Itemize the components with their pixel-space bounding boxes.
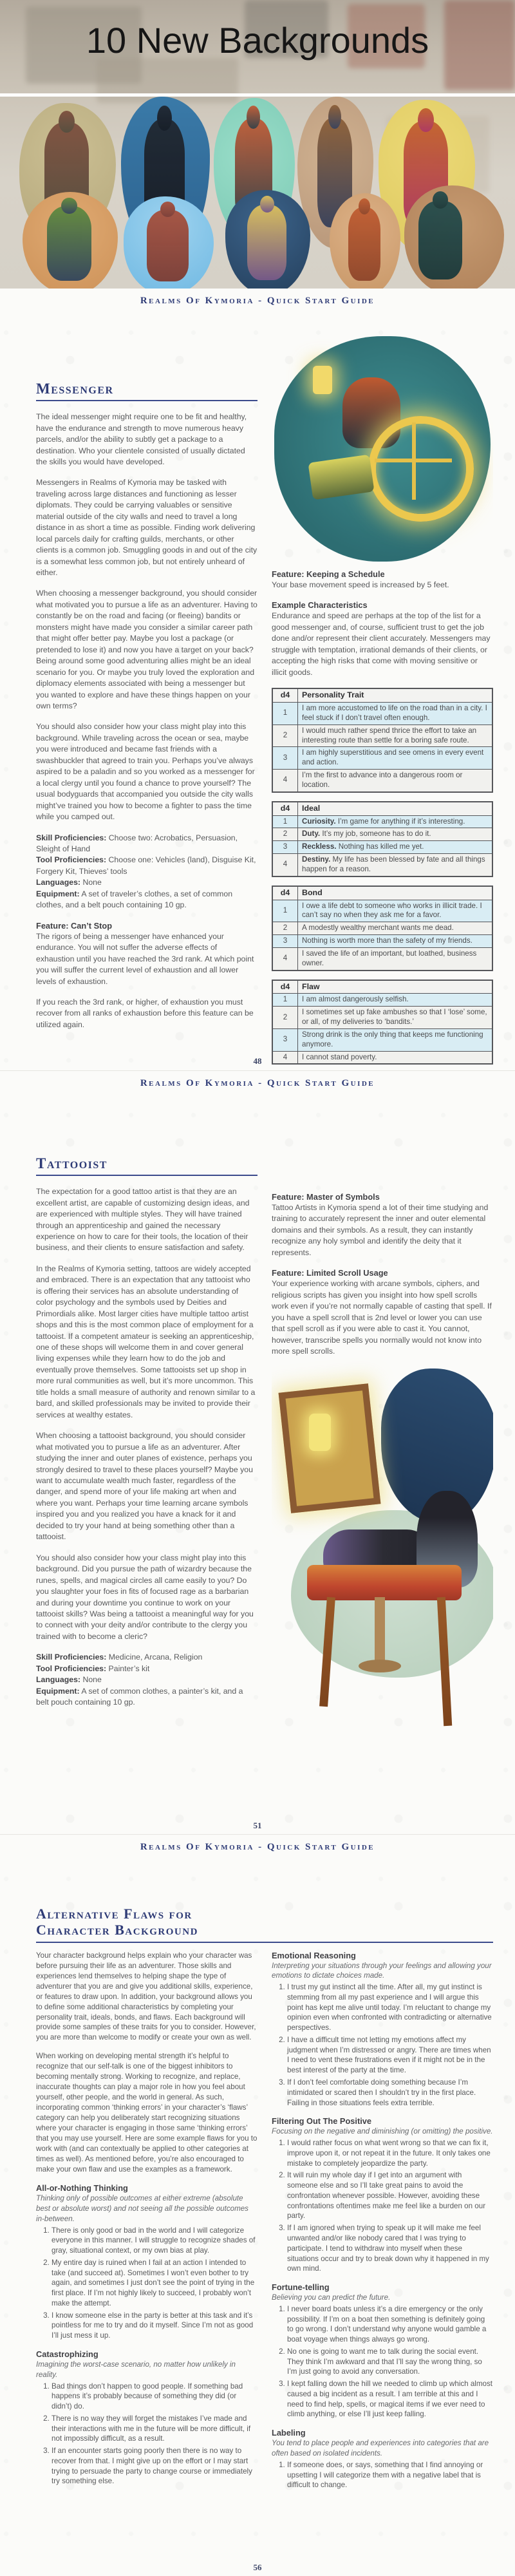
page-number: 48 [253, 1056, 262, 1066]
tattooist-right-column [272, 1192, 493, 1836]
feature-title: Feature: Limited Scroll Usage [272, 1268, 388, 1278]
table-header-row: d4 Ideal [272, 802, 492, 815]
flaw-definition: Focusing on the negative and diminishing (or omitting) the positive. [272, 2127, 493, 2136]
running-header: Realms Of Kymoria - Quick Start Guide [140, 296, 375, 306]
section-title-tattooist: Tattooist [36, 1156, 108, 1171]
feature-text: If you reach the 3rd rank, or higher, of exhaustion you must recover from all ranks of exhaustion before this feature can be utilized again. [36, 997, 254, 1029]
flaws-heading-block [0, 1906, 515, 1943]
document-title: 10 New Backgrounds [86, 20, 429, 61]
bond-table [272, 886, 493, 971]
table-row: 3 I am highly superstitious and see omens in every event and action. [272, 747, 492, 770]
flaw-example: 3. If I am ignored when trying to speak up it will make me feel unwanted and/or like nobody cared that I was trying to participate. I tend to withdraw into myself when these situations occur and try to break down why it happened in my own mind. [287, 2223, 493, 2274]
character-figure [247, 205, 286, 280]
proficiency-line: Equipment: A set of traveler’s clothes, a set of common clothes, and a belt pouch containing 10 gp. [36, 889, 233, 910]
flaw-example: 3. If an encounter starts going poorly then there is no way to recover from that. I might give up on the effort or I may start trying to persuade the party to change course or immediately try something else. [52, 2446, 258, 2486]
flaw-section-title: Emotional Reasoning [272, 1950, 356, 1960]
table-row: 3 Reckless. Nothing has killed me yet. [272, 841, 492, 854]
section-title-messenger: Messenger [36, 381, 114, 397]
table-row: 2 I would much rather spend thrice the effort to take an interesting route than settle for a boring safe route. [272, 724, 492, 747]
paragraph: When choosing a tattooist background, you should consider what motivated you to pursue a life as an adventurer. After studying the inner and outer planes of existence, perhaps you strongly desired to travel to these places yourself? Maybe you want to accumulate wealth much faster, regardless of the danger, and spend more of your life making art when and where you want. Perhaps your time learning arcane symbols inspired you and you realized you have a knack for it and decided to try your hand at being something other than a tattooist. [36, 1431, 253, 1542]
character-figure [418, 201, 462, 279]
flaw-examples-list [272, 2138, 493, 2274]
flaw-example: 1. I never board boats unless it’s a dire emergency or the only possibility. If I’m on a boat then something is definitely going to go wrong. I don’t understand why anyone would gamble a boat voyage when things always go wrong. [287, 2304, 493, 2345]
page-number: 51 [253, 1821, 262, 1830]
stool-pedestal [375, 1597, 385, 1665]
banner-divider [0, 93, 515, 97]
messenger-right-column [272, 332, 493, 1079]
paragraph: When choosing a messenger background, you should consider what motivated you to pursue a life as an adventurer. Having to constantly be on the road and facing (or fleeing) bandits or monsters might have made you consider a similar career path that might offer better pay. Maybe you lost a package (or pretended to lose it) and now you have a target on your back? Being around some good adventuring allies might be an ideal scenario for you. Or maybe you truly loved the exploration and diplomacy elements associated with being a messenger but you wanted to explore and have these things happen on your own terms? [36, 589, 258, 711]
feature-text: Your experience working with arcane symbols, ciphers, and religious scripts has given you insight into how spell scrolls work even if you’re not normally capable of casting that spell. If you have a spell scroll that is 2nd level or lower you can use that spell scroll as if you were able to cast it. You cannot, however, transcribe spells you normally would not know into more spell scrolls. [272, 1279, 492, 1356]
feature-text: Your base movement speed is increased by 5 feet. [272, 580, 449, 589]
paragraph: In the Realms of Kymoria setting, tattoos are widely accepted and embraced. There is an expectation that any tattooist who is offering their services has an absolute understanding of color psychology and the symbols used by Deities and Primordials alike. Most larger cities have multiple tattoo artist shops and this is the most common place of employment for a tattooist. If a competent amateur is seeking an apprenticeship, one of these shops will welcome them in and cover general living expenses while they learn how to do the job and eventually prove themselves. Some tattooists set up shop in more rural communities as well, but it’s more uncommon. This title holds a small measure of authority and renown similar to a bard, and skilled professionals may be invited to provide their services at wealthy estates. [36, 1264, 256, 1419]
feature-title: Feature: Keeping a Schedule [272, 569, 385, 579]
character-figure [348, 207, 381, 281]
flaw-section-title: Catastrophizing [36, 2349, 98, 2359]
flaw-example: 2. It will ruin my whole day if I get into an argument with someone else and so I’ll take great pains to avoid the confrontation whenever possible. However, avoiding these confrontations oftentimes make me feel like a burden on our party. [287, 2170, 493, 2221]
page-tattooist [0, 1070, 515, 1835]
flaw-example: 3. I kept falling down the hill we needed to climb up which almost caused a big incident as a result. I am terrible at this and I need to find help, spells, or magical items if we ever need to climb anything, or else I’ll just keep falling. [287, 2379, 493, 2420]
table-header-row: d4 Flaw [272, 980, 492, 994]
flaw-example: 2. There is no way they will forget the mistakes I’ve made and their interactions with me in the future will be more difficult, if not impossibly difficult, as a result. [52, 2414, 258, 2444]
flaw-example: 1. I would rather focus on what went wrong so that we can fix it, improve upon it, or not repeat it in the future. It only takes one mistake to completely jeopardize the party. [287, 2138, 493, 2168]
proficiency-block [36, 1652, 258, 1708]
flaw-definition: Believing you can predict the future. [272, 2293, 391, 2302]
feature-title: Feature: Master of Symbols [272, 1192, 380, 1202]
flaw-example: 1. There is only good or bad in the world and I will categorize everyone in this manner. I will struggle to recognize shades of gray, situational context, or my own bias at play. [52, 2226, 258, 2256]
flaw-section-catastrophizing [36, 2349, 258, 2486]
flaw-definition: Interpreting your situations through your feelings and allowing your emotions to dictate choices made. [272, 1961, 492, 1980]
character-art-alchemist [23, 192, 118, 289]
tattooist-illustration [272, 1368, 493, 1755]
flaw-examples-list [272, 1982, 493, 2108]
flaw-examples-list [272, 2304, 493, 2420]
flaw-definition: Thinking only of possible outcomes at either extreme (absolute best or absolute worst) and not seeing all the possible outcomes in-between. [36, 2194, 248, 2223]
character-art-couch-pair [330, 193, 400, 289]
table-row: 3 Strong drink is the only thing that keeps me functioning anymore. [272, 1028, 492, 1051]
proficiency-line: Languages: None [36, 1675, 102, 1685]
table-row: 4 Destiny. My life has been blessed by fate and all things happen for a reason. [272, 854, 492, 876]
paragraph: The expectation for a good tattoo artist is that they are an excellent artist, are capable of customizing design ideas, and are experienced with multiple styles. They will have trained through an apprenticeship and gained the necessary experience on how to care for their tools, the location of their business, and their clients to ensure satisfaction and safety. [36, 1187, 250, 1253]
proficiency-block [36, 833, 258, 911]
bench-seat [307, 1565, 462, 1600]
flaw-example: 1. Bad things don’t happen to good people. If something bad happens it’s probably because of something they did (or didn’t) do. [52, 2382, 258, 2412]
flaw-table [272, 980, 493, 1065]
page-number: 56 [253, 2562, 262, 2572]
character-art-candle-mage [225, 190, 310, 289]
paragraph: Your character background helps explain who your character was before pursuing their life as an adventurer. Those skills and experiences lend themselves to helping shape the type of adventurer that you are and give you additional skills, experience, or features to draw upon. In addition, your background allows you to define some additional characteristics by completing your personality trait, ideals, bonds, and flaws. Each background will provide some samples of these traits for you to consider. However, you are more than welcome to modify or create your own as well. [36, 1951, 256, 2042]
lantern-icon [309, 1414, 331, 1451]
flaw-example: 3. I know someone else in the party is better at this task and it’s pointless for me to try and do it myself. Since I’m not as good I’ll just mess it up. [52, 2311, 258, 2341]
table-header-row: d4 Bond [272, 886, 492, 900]
flaw-examples-list [272, 2460, 493, 2490]
running-header: Realms Of Kymoria - Quick Start Guide [140, 1842, 375, 1852]
flaw-section-fortune-telling [272, 2282, 493, 2420]
flaw-section-all-or-nothing [36, 2183, 258, 2341]
table-row: 1 I am more accustomed to life on the road than in a city. I feel stuck if I don’t travel often enough. [272, 703, 492, 725]
character-art-teacher [404, 185, 504, 289]
flaw-example: 2. No one is going to want me to talk during the social event. They think I’m awkward and that I’ll say the wrong thing, so I’m just going to avoid any conversation. [287, 2347, 493, 2377]
character-art-farmer [124, 196, 214, 289]
subheading-example-characteristics: Example Characteristics [272, 600, 368, 611]
proficiency-line: Tool Proficiencies: Painter’s kit [36, 1663, 150, 1673]
proficiency-line: Equipment: A set of common clothes, a painter’s kit, and a belt pouch containing 10 gp. [36, 1686, 243, 1707]
proficiency-line: Skill Proficiencies: Medicine, Arcana, Religion [36, 1653, 203, 1662]
section-title-alternative-flaws: Alternative Flaws for Character Background [36, 1906, 198, 1938]
character-figure [47, 206, 91, 280]
feature-text: Tattoo Artists in Kymoria spend a lot of their time studying and training to accurately represent the inner and outer elemental domains and their symbols. As a result, they can instantly recognize any holy symbol and identify the deity that it represents. [272, 1203, 489, 1257]
page-messenger [0, 289, 515, 1070]
flaw-section-labeling [272, 2428, 493, 2490]
paragraph: The ideal messenger might require one to be fit and healthy, have the endurance and strength to move numerous heavy parcels, and/or the ability to subtly get a package to a destination. Who your clientele consisted of usually dictated the skills you would have developed. [36, 412, 247, 466]
title-banner [0, 0, 515, 289]
lantern-icon [313, 366, 332, 394]
flaw-definition: Imagining the worst-case scenario, no matter how unlikely in reality. [36, 2360, 236, 2379]
section-title-rule [36, 400, 258, 401]
flaw-definition: You tend to place people and experiences into categories that are often based on isolated incidents. [272, 2439, 489, 2458]
messenger-left-column [36, 381, 258, 1064]
table-row: 3 Nothing is worth more than the safety of my friends. [272, 935, 492, 948]
table-row: 1 Curiosity. I’m game for anything if it’s interesting. [272, 815, 492, 828]
flaw-examples-list [36, 2382, 258, 2487]
example-characteristics-text: Endurance and speed are perhaps at the top of the list for a good messenger and, of course, sufficient trust to get the job done and/or represent their client accurately. Messengers may struggle with temptation, irrational demands of their clients, or accepting the high risks that come with moving sensitive or illicit goods. [272, 611, 491, 677]
table-row: 4 I cannot stand poverty. [272, 1051, 492, 1064]
flaws-right-column [272, 1951, 493, 2538]
table-row: 1 I owe a life debt to someone who works in illicit trade. I can’t say no when they ask me for a favor. [272, 900, 492, 922]
flaw-example: 1. I trust my gut instinct all the time. After all, my gut instinct is stemming from all my past experience and I will argue this point has kept me alive until today. I’m reluctant to change my opinion even when confronted with contradicting or alternative perspectives. [287, 1982, 493, 2033]
flaw-section-title: Filtering Out The Positive [272, 2116, 371, 2126]
paragraph: You should also consider how your class might play into this background. While traveling across the ocean or sea, maybe you were introduced and became fast friends with a swashbuckler that agreed to train you. Perhaps you’ve always aspired to be a paladin and so you worked as a messenger for a local clergy until you found a chance to prove yourself? The usual bodyguards that accompanied you outside the city walls might’ve trained you how to become a fighter to pass the time while you camped out. [36, 722, 255, 822]
proficiency-line: Skill Proficiencies: Choose two: Acrobatics, Persuasion, Sleight of Hand [36, 833, 238, 853]
section-title-rule [36, 1175, 258, 1176]
flaws-left-column [36, 1951, 258, 2538]
running-header: Realms Of Kymoria - Quick Start Guide [140, 1078, 375, 1088]
flaw-section-title: Fortune-telling [272, 2282, 330, 2293]
flaw-section-emotional-reasoning [272, 1951, 493, 2108]
flaw-section-title: Labeling [272, 2428, 306, 2438]
flaw-example: 2. My entire day is ruined when I fail at an action I intended to take (and succeed at). Sometimes I won’t even bother to try again, and sometimes I just don’t see the point of trying in the first place. If I’m not highly likely to succeed, I probably won’t make the attempt. [52, 2258, 258, 2309]
table-row: 2 A modestly wealthy merchant wants me dead. [272, 922, 492, 935]
table-row: 2 I sometimes set up fake ambushes so that I ‘lose’ some, or all, of my deliveries to ‘bandits.’ [272, 1007, 492, 1029]
wheel-spoke [375, 459, 452, 462]
table-row: 2 Duty. It’s my job, someone has to do it. [272, 828, 492, 841]
personality-trait-table [272, 688, 493, 793]
page-alternative-flaws [0, 1834, 515, 2576]
table-row: 4 I’m the first to advance into a dangerous room or location. [272, 770, 492, 792]
table-row: 4 I saved the life of an important, but loathed, business owner. [272, 947, 492, 970]
flaw-example: 1. If someone does, or says, something that I find annoying or upsetting I will categorize them with a negative label that is difficult to change. [287, 2460, 493, 2490]
flaw-section-title: All-or-Nothing Thinking [36, 2183, 128, 2193]
proficiency-line: Tool Proficiencies: Choose one: Vehicles (land), Disguise Kit, Forgery Kit, Thieves’ tools [36, 855, 256, 876]
flaw-example: 3. If I don’t feel comfortable doing something because I’m intimidated or scared then I shouldn’t try in the first place. Failing in those situations feels extra terrible. [287, 2078, 493, 2108]
table-header-row: d4 Personality Trait [272, 688, 492, 702]
paragraph: You should also consider how your class might play into this background. Did you pursue the path of wizardry because the runes, spells, and magical circles all came easily to you? Do you slaughter your foes in fits of focused rage as a barbarian and during your downtime you continue to work on your tattooist skills? Was being a tattooist a meaningful way for you to connect with your deity and/or contribute to the clergy you trained with to become a cleric? [36, 1553, 254, 1641]
table-row: 1 I am almost dangerously selfish. [272, 994, 492, 1007]
feature-text: The rigors of being a messenger have enhanced your endurance. You will not suffer the adverse effects of exhaustion until you have reached the 3rd rank. At which point you will suffer the current level of exhaustion and all lower levels of exhaustion. [36, 931, 254, 986]
messenger-illustration [272, 332, 493, 569]
flaw-section-filtering-positive [272, 2116, 493, 2274]
paragraph: Messengers in Realms of Kymoria may be tasked with traveling across large distances and functioning as lesser diplomats. They could be carrying valuables or sensitive material outside of the city walls and need to travel a long distance in as short a time as possible. Finding work delivering local parcels daily for crafting guilds, merchants, or other clients is a common job. Smuggling goods in and out of the city is a somewhat less common job, but not entirely unheard of either. [36, 478, 258, 578]
glowing-wheel [368, 416, 474, 522]
proficiency-line: Languages: None [36, 878, 102, 887]
section-title-rule [36, 1942, 493, 1943]
paragraph: When working on developing mental strength it’s helpful to recognize that our self-talk is one of the biggest inhibitors to becoming mentally strong. Working to recognize, and replace, inaccurate thoughts can play a major role in how you feel about yourself, other people, and the world in general. As such, incorporating common ‘thinking errors’ in your character’s ‘flaws’ category can help you deliberately start recognizing situations where your character is engaging in those same ‘thinking errors’ that you may use yourself. Here are some example flaws for you to work with (and can contextually be applied to other categories at times as well). As mentioned before, you’re also encouraged to make your own flaw and use the examples as a framework. [36, 2052, 258, 2174]
ideal-table [272, 801, 493, 877]
feature-title: Feature: Can’t Stop [36, 920, 113, 931]
character-figure [147, 210, 188, 281]
flaw-examples-list [36, 2226, 258, 2341]
flaw-example: 2. I have a difficult time not letting my emotions affect my judgment when I’m distressed or angry. There are times when I need to vent these frustrations even if it might not be in the best interest of the party at the time. [287, 2035, 493, 2076]
tattooist-left-column [36, 1156, 258, 1813]
